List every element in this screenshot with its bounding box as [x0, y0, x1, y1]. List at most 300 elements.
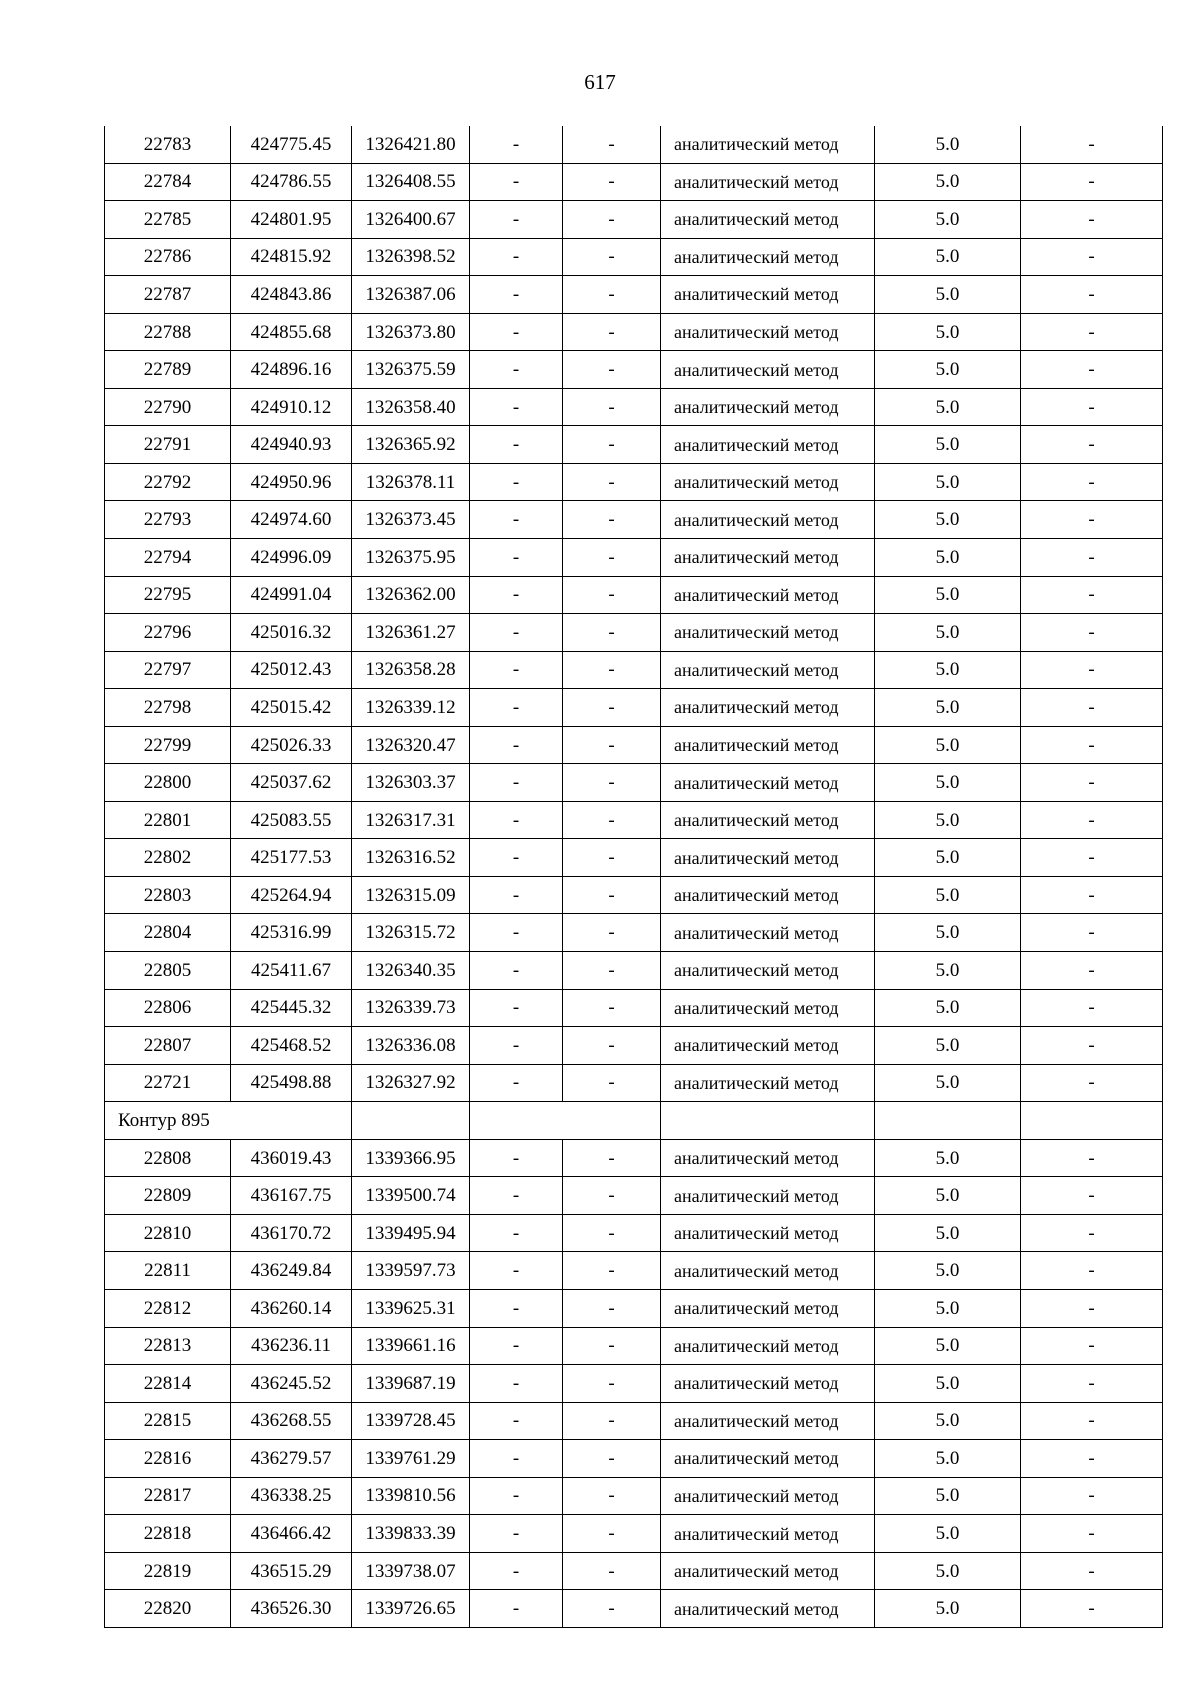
dash-cell: - [1021, 1327, 1163, 1365]
method-cell: аналитический метод [661, 238, 875, 276]
x-coordinate-cell: 424910.12 [231, 388, 352, 426]
point-number-cell: 22818 [105, 1515, 231, 1553]
dash-cell: - [1021, 126, 1163, 163]
point-number-cell: 22787 [105, 276, 231, 314]
dash-cell: - [1021, 238, 1163, 276]
method-cell: аналитический метод [661, 1515, 875, 1553]
accuracy-cell: 5.0 [875, 426, 1021, 464]
dash-cell: - [1021, 1064, 1163, 1102]
table-row [105, 388, 1163, 426]
x-coordinate-cell: 425012.43 [231, 651, 352, 689]
x-coordinate-cell: 424996.09 [231, 539, 352, 577]
y-coordinate-cell: 1326317.31 [352, 801, 470, 839]
y-coordinate-cell: 1339738.07 [352, 1552, 470, 1590]
accuracy-cell: 5.0 [875, 576, 1021, 614]
x-coordinate-cell: 436170.72 [231, 1214, 352, 1252]
y-coordinate-cell: 1326375.59 [352, 351, 470, 389]
point-number-cell: 22792 [105, 463, 231, 501]
y-coordinate-cell: 1339833.39 [352, 1515, 470, 1553]
method-cell: аналитический метод [661, 1139, 875, 1177]
point-number-cell: 22803 [105, 876, 231, 914]
dash-cell: - [563, 1365, 661, 1403]
point-number-cell: 22794 [105, 539, 231, 577]
y-coordinate-cell: 1326387.06 [352, 276, 470, 314]
y-coordinate-cell: 1326365.92 [352, 426, 470, 464]
dash-cell: - [470, 1027, 563, 1065]
dash-cell: - [563, 1027, 661, 1065]
x-coordinate-cell: 436268.55 [231, 1402, 352, 1440]
x-coordinate-cell: 436245.52 [231, 1365, 352, 1403]
x-coordinate-cell: 436260.14 [231, 1289, 352, 1327]
method-cell: аналитический метод [661, 914, 875, 952]
dash-cell: - [470, 351, 563, 389]
x-coordinate-cell: 424855.68 [231, 313, 352, 351]
table-row [105, 313, 1163, 351]
point-number-cell: 22813 [105, 1327, 231, 1365]
table-row [105, 276, 1163, 314]
dash-cell: - [1021, 463, 1163, 501]
dash-cell: - [563, 952, 661, 990]
x-coordinate-cell: 425177.53 [231, 839, 352, 877]
dash-cell: - [1021, 1515, 1163, 1553]
point-number-cell: 22799 [105, 726, 231, 764]
y-coordinate-cell: 1326327.92 [352, 1064, 470, 1102]
dash-cell: - [470, 501, 563, 539]
dash-cell: - [1021, 1365, 1163, 1403]
accuracy-cell: 5.0 [875, 952, 1021, 990]
y-coordinate-cell: 1339726.65 [352, 1590, 470, 1628]
method-cell: аналитический метод [661, 426, 875, 464]
dash-cell: - [563, 614, 661, 652]
point-number-cell: 22815 [105, 1402, 231, 1440]
method-cell: аналитический метод [661, 764, 875, 802]
accuracy-cell: 5.0 [875, 238, 1021, 276]
method-cell: аналитический метод [661, 1590, 875, 1628]
table-row [105, 764, 1163, 802]
accuracy-cell: 5.0 [875, 1177, 1021, 1215]
method-cell: аналитический метод [661, 651, 875, 689]
table-body [105, 126, 1163, 1627]
point-number-cell: 22783 [105, 126, 231, 163]
point-number-cell: 22808 [105, 1139, 231, 1177]
table-row [105, 351, 1163, 389]
dash-cell: - [563, 426, 661, 464]
x-coordinate-cell: 436526.30 [231, 1590, 352, 1628]
dash-cell: - [563, 1590, 661, 1628]
dash-cell: - [470, 764, 563, 802]
accuracy-cell: 5.0 [875, 201, 1021, 239]
table-row [105, 238, 1163, 276]
dash-cell: - [563, 801, 661, 839]
dash-cell: - [1021, 351, 1163, 389]
y-coordinate-cell: 1326339.73 [352, 989, 470, 1027]
y-coordinate-cell: 1339495.94 [352, 1214, 470, 1252]
method-cell: аналитический метод [661, 313, 875, 351]
dash-cell: - [1021, 276, 1163, 314]
dash-cell: - [1021, 726, 1163, 764]
point-number-cell: 22798 [105, 689, 231, 727]
dash-cell: - [563, 163, 661, 201]
point-number-cell: 22811 [105, 1252, 231, 1290]
method-cell: аналитический метод [661, 201, 875, 239]
dash-cell: - [1021, 501, 1163, 539]
x-coordinate-cell: 424775.45 [231, 126, 352, 163]
x-coordinate-cell: 425083.55 [231, 801, 352, 839]
point-number-cell: 22809 [105, 1177, 231, 1215]
accuracy-cell: 5.0 [875, 313, 1021, 351]
dash-cell: - [563, 1440, 661, 1478]
dash-cell: - [1021, 576, 1163, 614]
dash-cell: - [470, 726, 563, 764]
dash-cell: - [1021, 1552, 1163, 1590]
x-coordinate-cell: 424950.96 [231, 463, 352, 501]
x-coordinate-cell: 424974.60 [231, 501, 352, 539]
dash-cell: - [1021, 764, 1163, 802]
table-row [105, 651, 1163, 689]
point-number-cell: 22790 [105, 388, 231, 426]
accuracy-cell: 5.0 [875, 1440, 1021, 1478]
dash-cell: - [563, 764, 661, 802]
method-cell: аналитический метод [661, 351, 875, 389]
point-number-cell: 22801 [105, 801, 231, 839]
method-cell: аналитический метод [661, 1552, 875, 1590]
dash-cell: - [1021, 1440, 1163, 1478]
empty-cell [352, 1102, 470, 1140]
table-row [105, 801, 1163, 839]
table-row [105, 1402, 1163, 1440]
point-number-cell: 22788 [105, 313, 231, 351]
dash-cell: - [1021, 614, 1163, 652]
method-cell: аналитический метод [661, 1064, 875, 1102]
dash-cell: - [563, 914, 661, 952]
table-row [105, 1214, 1163, 1252]
dash-cell: - [563, 1289, 661, 1327]
y-coordinate-cell: 1339728.45 [352, 1402, 470, 1440]
point-number-cell: 22804 [105, 914, 231, 952]
dash-cell: - [1021, 388, 1163, 426]
method-cell: аналитический метод [661, 839, 875, 877]
accuracy-cell: 5.0 [875, 689, 1021, 727]
y-coordinate-cell: 1326375.95 [352, 539, 470, 577]
dash-cell: - [470, 614, 563, 652]
dash-cell: - [1021, 1590, 1163, 1628]
empty-cell [1021, 1102, 1163, 1140]
table-row [105, 501, 1163, 539]
y-coordinate-cell: 1326315.09 [352, 876, 470, 914]
dash-cell: - [563, 388, 661, 426]
y-coordinate-cell: 1326373.80 [352, 313, 470, 351]
y-coordinate-cell: 1339366.95 [352, 1139, 470, 1177]
point-number-cell: 22820 [105, 1590, 231, 1628]
table-row [105, 1552, 1163, 1590]
table-row [105, 1064, 1163, 1102]
y-coordinate-cell: 1339687.19 [352, 1365, 470, 1403]
y-coordinate-cell: 1339761.29 [352, 1440, 470, 1478]
dash-cell: - [470, 463, 563, 501]
dash-cell: - [1021, 914, 1163, 952]
dash-cell: - [1021, 1214, 1163, 1252]
contour-header-row [105, 1102, 1163, 1140]
dash-cell: - [1021, 426, 1163, 464]
table-row [105, 914, 1163, 952]
dash-cell: - [1021, 201, 1163, 239]
accuracy-cell: 5.0 [875, 463, 1021, 501]
dash-cell: - [1021, 876, 1163, 914]
point-number-cell: 22806 [105, 989, 231, 1027]
dash-cell: - [1021, 1252, 1163, 1290]
y-coordinate-cell: 1326400.67 [352, 201, 470, 239]
dash-cell: - [470, 1477, 563, 1515]
dash-cell: - [563, 351, 661, 389]
accuracy-cell: 5.0 [875, 1365, 1021, 1403]
y-coordinate-cell: 1326373.45 [352, 501, 470, 539]
dash-cell: - [470, 689, 563, 727]
method-cell: аналитический метод [661, 1252, 875, 1290]
method-cell: аналитический метод [661, 1402, 875, 1440]
x-coordinate-cell: 425316.99 [231, 914, 352, 952]
dash-cell: - [563, 726, 661, 764]
method-cell: аналитический метод [661, 276, 875, 314]
accuracy-cell: 5.0 [875, 801, 1021, 839]
dash-cell: - [1021, 689, 1163, 727]
dash-cell: - [563, 1252, 661, 1290]
y-coordinate-cell: 1326316.52 [352, 839, 470, 877]
dash-cell: - [563, 276, 661, 314]
method-cell: аналитический метод [661, 1177, 875, 1215]
accuracy-cell: 5.0 [875, 163, 1021, 201]
dash-cell: - [470, 1289, 563, 1327]
empty-cell [470, 1102, 661, 1140]
dash-cell: - [563, 1515, 661, 1553]
dash-cell: - [563, 1214, 661, 1252]
accuracy-cell: 5.0 [875, 614, 1021, 652]
dash-cell: - [470, 952, 563, 990]
y-coordinate-cell: 1339661.16 [352, 1327, 470, 1365]
point-number-cell: 22721 [105, 1064, 231, 1102]
y-coordinate-cell: 1326378.11 [352, 463, 470, 501]
table-row [105, 614, 1163, 652]
x-coordinate-cell: 424843.86 [231, 276, 352, 314]
dash-cell: - [470, 576, 563, 614]
dash-cell: - [563, 839, 661, 877]
dash-cell: - [563, 1139, 661, 1177]
point-number-cell: 22793 [105, 501, 231, 539]
x-coordinate-cell: 436167.75 [231, 1177, 352, 1215]
x-coordinate-cell: 424991.04 [231, 576, 352, 614]
dash-cell: - [470, 1590, 563, 1628]
dash-cell: - [563, 238, 661, 276]
dash-cell: - [563, 539, 661, 577]
point-number-cell: 22795 [105, 576, 231, 614]
y-coordinate-cell: 1326361.27 [352, 614, 470, 652]
dash-cell: - [470, 1177, 563, 1215]
table-row [105, 201, 1163, 239]
y-coordinate-cell: 1326320.47 [352, 726, 470, 764]
dash-cell: - [1021, 539, 1163, 577]
table-row [105, 1515, 1163, 1553]
dash-cell: - [563, 1177, 661, 1215]
y-coordinate-cell: 1326340.35 [352, 952, 470, 990]
x-coordinate-cell: 436515.29 [231, 1552, 352, 1590]
dash-cell: - [470, 163, 563, 201]
accuracy-cell: 5.0 [875, 1402, 1021, 1440]
dash-cell: - [563, 463, 661, 501]
dash-cell: - [563, 689, 661, 727]
method-cell: аналитический метод [661, 689, 875, 727]
point-number-cell: 22814 [105, 1365, 231, 1403]
dash-cell: - [563, 1402, 661, 1440]
dash-cell: - [1021, 839, 1163, 877]
y-coordinate-cell: 1339625.31 [352, 1289, 470, 1327]
x-coordinate-cell: 424801.95 [231, 201, 352, 239]
table-row [105, 1177, 1163, 1215]
dash-cell: - [470, 313, 563, 351]
accuracy-cell: 5.0 [875, 914, 1021, 952]
point-number-cell: 22807 [105, 1027, 231, 1065]
dash-cell: - [563, 989, 661, 1027]
dash-cell: - [1021, 1477, 1163, 1515]
x-coordinate-cell: 425468.52 [231, 1027, 352, 1065]
dash-cell: - [1021, 1402, 1163, 1440]
x-coordinate-cell: 424940.93 [231, 426, 352, 464]
dash-cell: - [1021, 163, 1163, 201]
dash-cell: - [470, 1064, 563, 1102]
dash-cell: - [563, 651, 661, 689]
table-row [105, 839, 1163, 877]
table-row [105, 163, 1163, 201]
x-coordinate-cell: 425037.62 [231, 764, 352, 802]
dash-cell: - [470, 989, 563, 1027]
point-number-cell: 22796 [105, 614, 231, 652]
point-number-cell: 22791 [105, 426, 231, 464]
method-cell: аналитический метод [661, 801, 875, 839]
method-cell: аналитический метод [661, 463, 875, 501]
dash-cell: - [563, 1552, 661, 1590]
dash-cell: - [470, 1552, 563, 1590]
accuracy-cell: 5.0 [875, 651, 1021, 689]
point-number-cell: 22785 [105, 201, 231, 239]
dash-cell: - [470, 126, 563, 163]
table-row [105, 1327, 1163, 1365]
contour-label: Контур 895 [105, 1102, 352, 1140]
accuracy-cell: 5.0 [875, 1027, 1021, 1065]
dash-cell: - [563, 313, 661, 351]
dash-cell: - [470, 1252, 563, 1290]
accuracy-cell: 5.0 [875, 126, 1021, 163]
y-coordinate-cell: 1326336.08 [352, 1027, 470, 1065]
y-coordinate-cell: 1326358.40 [352, 388, 470, 426]
dash-cell: - [563, 1477, 661, 1515]
dash-cell: - [470, 1139, 563, 1177]
x-coordinate-cell: 424896.16 [231, 351, 352, 389]
accuracy-cell: 5.0 [875, 839, 1021, 877]
method-cell: аналитический метод [661, 1327, 875, 1365]
dash-cell: - [1021, 651, 1163, 689]
accuracy-cell: 5.0 [875, 1139, 1021, 1177]
method-cell: аналитический метод [661, 989, 875, 1027]
method-cell: аналитический метод [661, 1027, 875, 1065]
accuracy-cell: 5.0 [875, 388, 1021, 426]
accuracy-cell: 5.0 [875, 876, 1021, 914]
dash-cell: - [470, 1365, 563, 1403]
y-coordinate-cell: 1339597.73 [352, 1252, 470, 1290]
table-row [105, 1027, 1163, 1065]
x-coordinate-cell: 424815.92 [231, 238, 352, 276]
x-coordinate-cell: 425015.42 [231, 689, 352, 727]
dash-cell: - [1021, 1177, 1163, 1215]
dash-cell: - [470, 1402, 563, 1440]
dash-cell: - [470, 276, 563, 314]
table-row [105, 539, 1163, 577]
empty-cell [661, 1102, 875, 1140]
accuracy-cell: 5.0 [875, 1252, 1021, 1290]
y-coordinate-cell: 1326303.37 [352, 764, 470, 802]
y-coordinate-cell: 1326398.52 [352, 238, 470, 276]
dash-cell: - [1021, 1289, 1163, 1327]
accuracy-cell: 5.0 [875, 764, 1021, 802]
method-cell: аналитический метод [661, 1477, 875, 1515]
y-coordinate-cell: 1326339.12 [352, 689, 470, 727]
dash-cell: - [470, 201, 563, 239]
y-coordinate-cell: 1326421.80 [352, 126, 470, 163]
dash-cell: - [470, 801, 563, 839]
page-number: 617 [584, 70, 616, 94]
accuracy-cell: 5.0 [875, 989, 1021, 1027]
x-coordinate-cell: 436249.84 [231, 1252, 352, 1290]
dash-cell: - [470, 876, 563, 914]
method-cell: аналитический метод [661, 876, 875, 914]
x-coordinate-cell: 436236.11 [231, 1327, 352, 1365]
accuracy-cell: 5.0 [875, 1552, 1021, 1590]
x-coordinate-cell: 424786.55 [231, 163, 352, 201]
point-number-cell: 22816 [105, 1440, 231, 1478]
point-number-cell: 22810 [105, 1214, 231, 1252]
dash-cell: - [1021, 989, 1163, 1027]
dash-cell: - [470, 651, 563, 689]
y-coordinate-cell: 1339500.74 [352, 1177, 470, 1215]
dash-cell: - [470, 388, 563, 426]
method-cell: аналитический метод [661, 539, 875, 577]
method-cell: аналитический метод [661, 1289, 875, 1327]
x-coordinate-cell: 425264.94 [231, 876, 352, 914]
table-row [105, 126, 1163, 163]
table-row [105, 1590, 1163, 1628]
method-cell: аналитический метод [661, 576, 875, 614]
point-number-cell: 22802 [105, 839, 231, 877]
dash-cell: - [470, 1214, 563, 1252]
method-cell: аналитический метод [661, 388, 875, 426]
coordinates-table [104, 126, 1163, 1628]
method-cell: аналитический метод [661, 614, 875, 652]
accuracy-cell: 5.0 [875, 1515, 1021, 1553]
accuracy-cell: 5.0 [875, 539, 1021, 577]
x-coordinate-cell: 425411.67 [231, 952, 352, 990]
table-row [105, 1289, 1163, 1327]
y-coordinate-cell: 1339810.56 [352, 1477, 470, 1515]
accuracy-cell: 5.0 [875, 1214, 1021, 1252]
y-coordinate-cell: 1326362.00 [352, 576, 470, 614]
method-cell: аналитический метод [661, 1214, 875, 1252]
dash-cell: - [470, 914, 563, 952]
dash-cell: - [563, 501, 661, 539]
table-row [105, 726, 1163, 764]
dash-cell: - [470, 238, 563, 276]
x-coordinate-cell: 425016.32 [231, 614, 352, 652]
dash-cell: - [563, 1327, 661, 1365]
method-cell: аналитический метод [661, 501, 875, 539]
method-cell: аналитический метод [661, 1365, 875, 1403]
accuracy-cell: 5.0 [875, 1477, 1021, 1515]
